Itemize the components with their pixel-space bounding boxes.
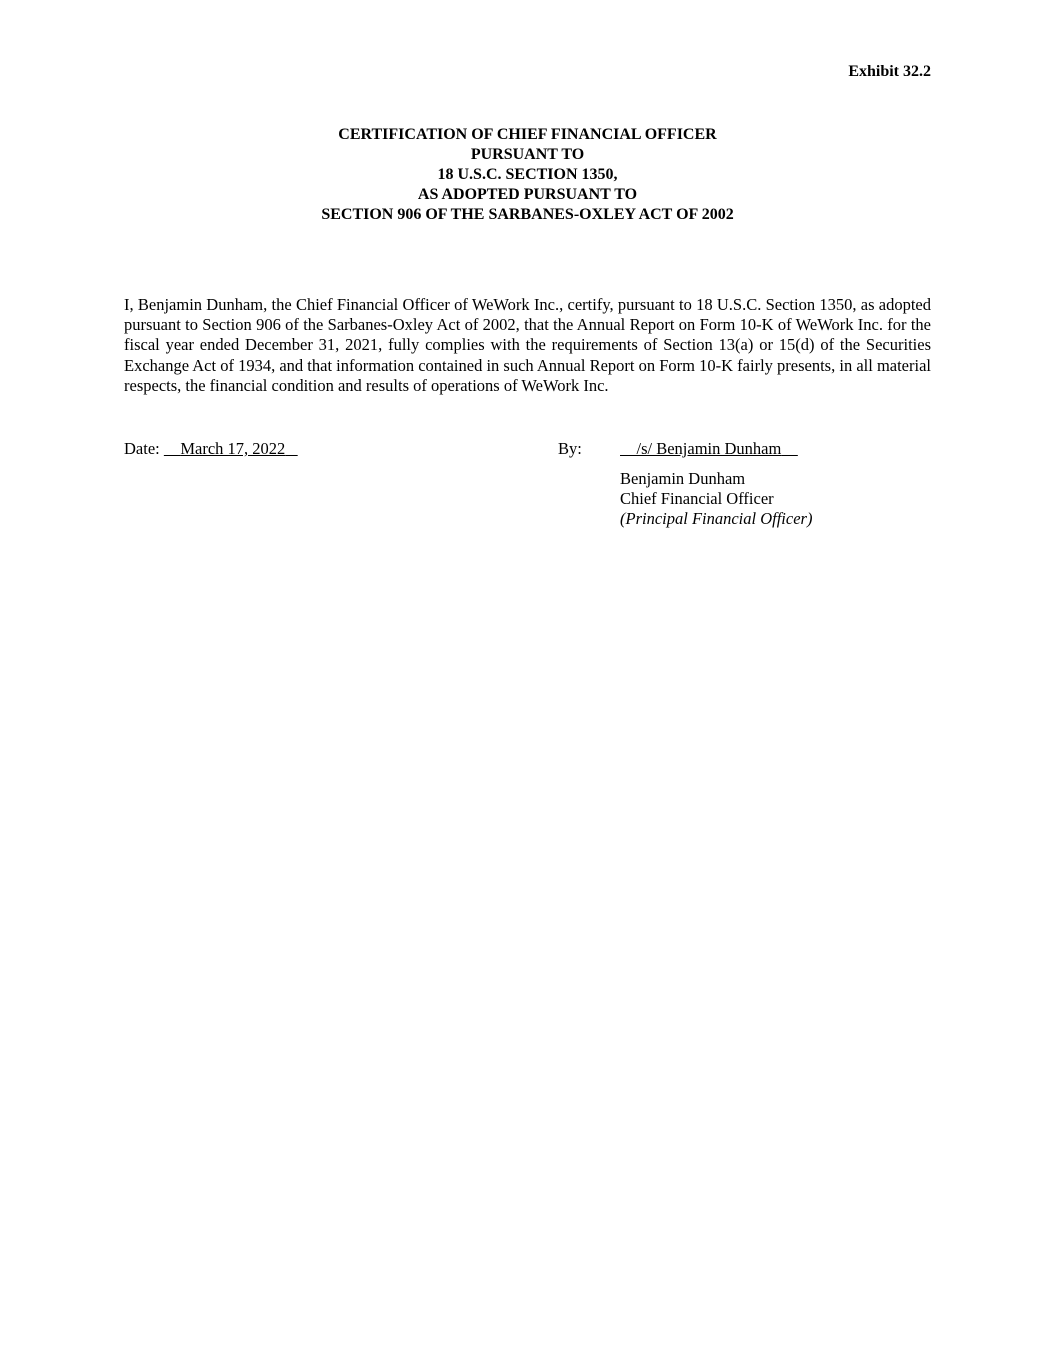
date-row [124, 439, 298, 459]
signature-underline-lead [620, 439, 637, 458]
title-line: SECTION 906 OF THE SARBANES-OXLEY ACT OF 2002 [321, 206, 734, 223]
document-title [0, 125, 1055, 225]
signer-role: (Principal Financial Officer) [620, 509, 813, 528]
signer-title: Chief Financial Officer [620, 489, 774, 508]
signer-name: Benjamin Dunham [620, 469, 746, 488]
date-underline-lead [164, 439, 181, 458]
date-value: March 17, 2022 [180, 439, 286, 458]
date-label: Date: [124, 439, 160, 458]
signature-block [620, 439, 812, 529]
signature-gap [620, 459, 812, 469]
by-label: By: [558, 439, 582, 458]
certification-paragraph: I, Benjamin Dunham, the Chief Financial Officer of WeWork Inc., certify, pursuant to 18 U.S.C. Section 1350, as adopted pursuant to Section 906 of the Sarbanes-Oxley Act of 2002, that the Annual Report on Form 10-K of WeWork Inc. for the fiscal year ended December 31, 2021, fully complies with the requirements of Section 13(a) or 15(d) of the Securities Exchange Act of 1934, and that information contained in such Annual Report on Form 10-K fairly presents, in all material respects, the financial condition and results of operations of WeWork Inc. [124, 295, 931, 395]
signature-underline-tail [781, 439, 798, 458]
title-line: AS ADOPTED PURSUANT TO [417, 186, 638, 203]
title-line: CERTIFICATION OF CHIEF FINANCIAL OFFICER [338, 126, 717, 143]
exhibit-label: Exhibit 32.2 [848, 63, 931, 80]
title-line: 18 U.S.C. SECTION 1350, [437, 166, 618, 183]
title-line: PURSUANT TO [470, 146, 585, 163]
signature-signed: /s/ Benjamin Dunham [636, 439, 782, 458]
signature-line [620, 439, 812, 459]
date-underline-tail [285, 439, 297, 458]
